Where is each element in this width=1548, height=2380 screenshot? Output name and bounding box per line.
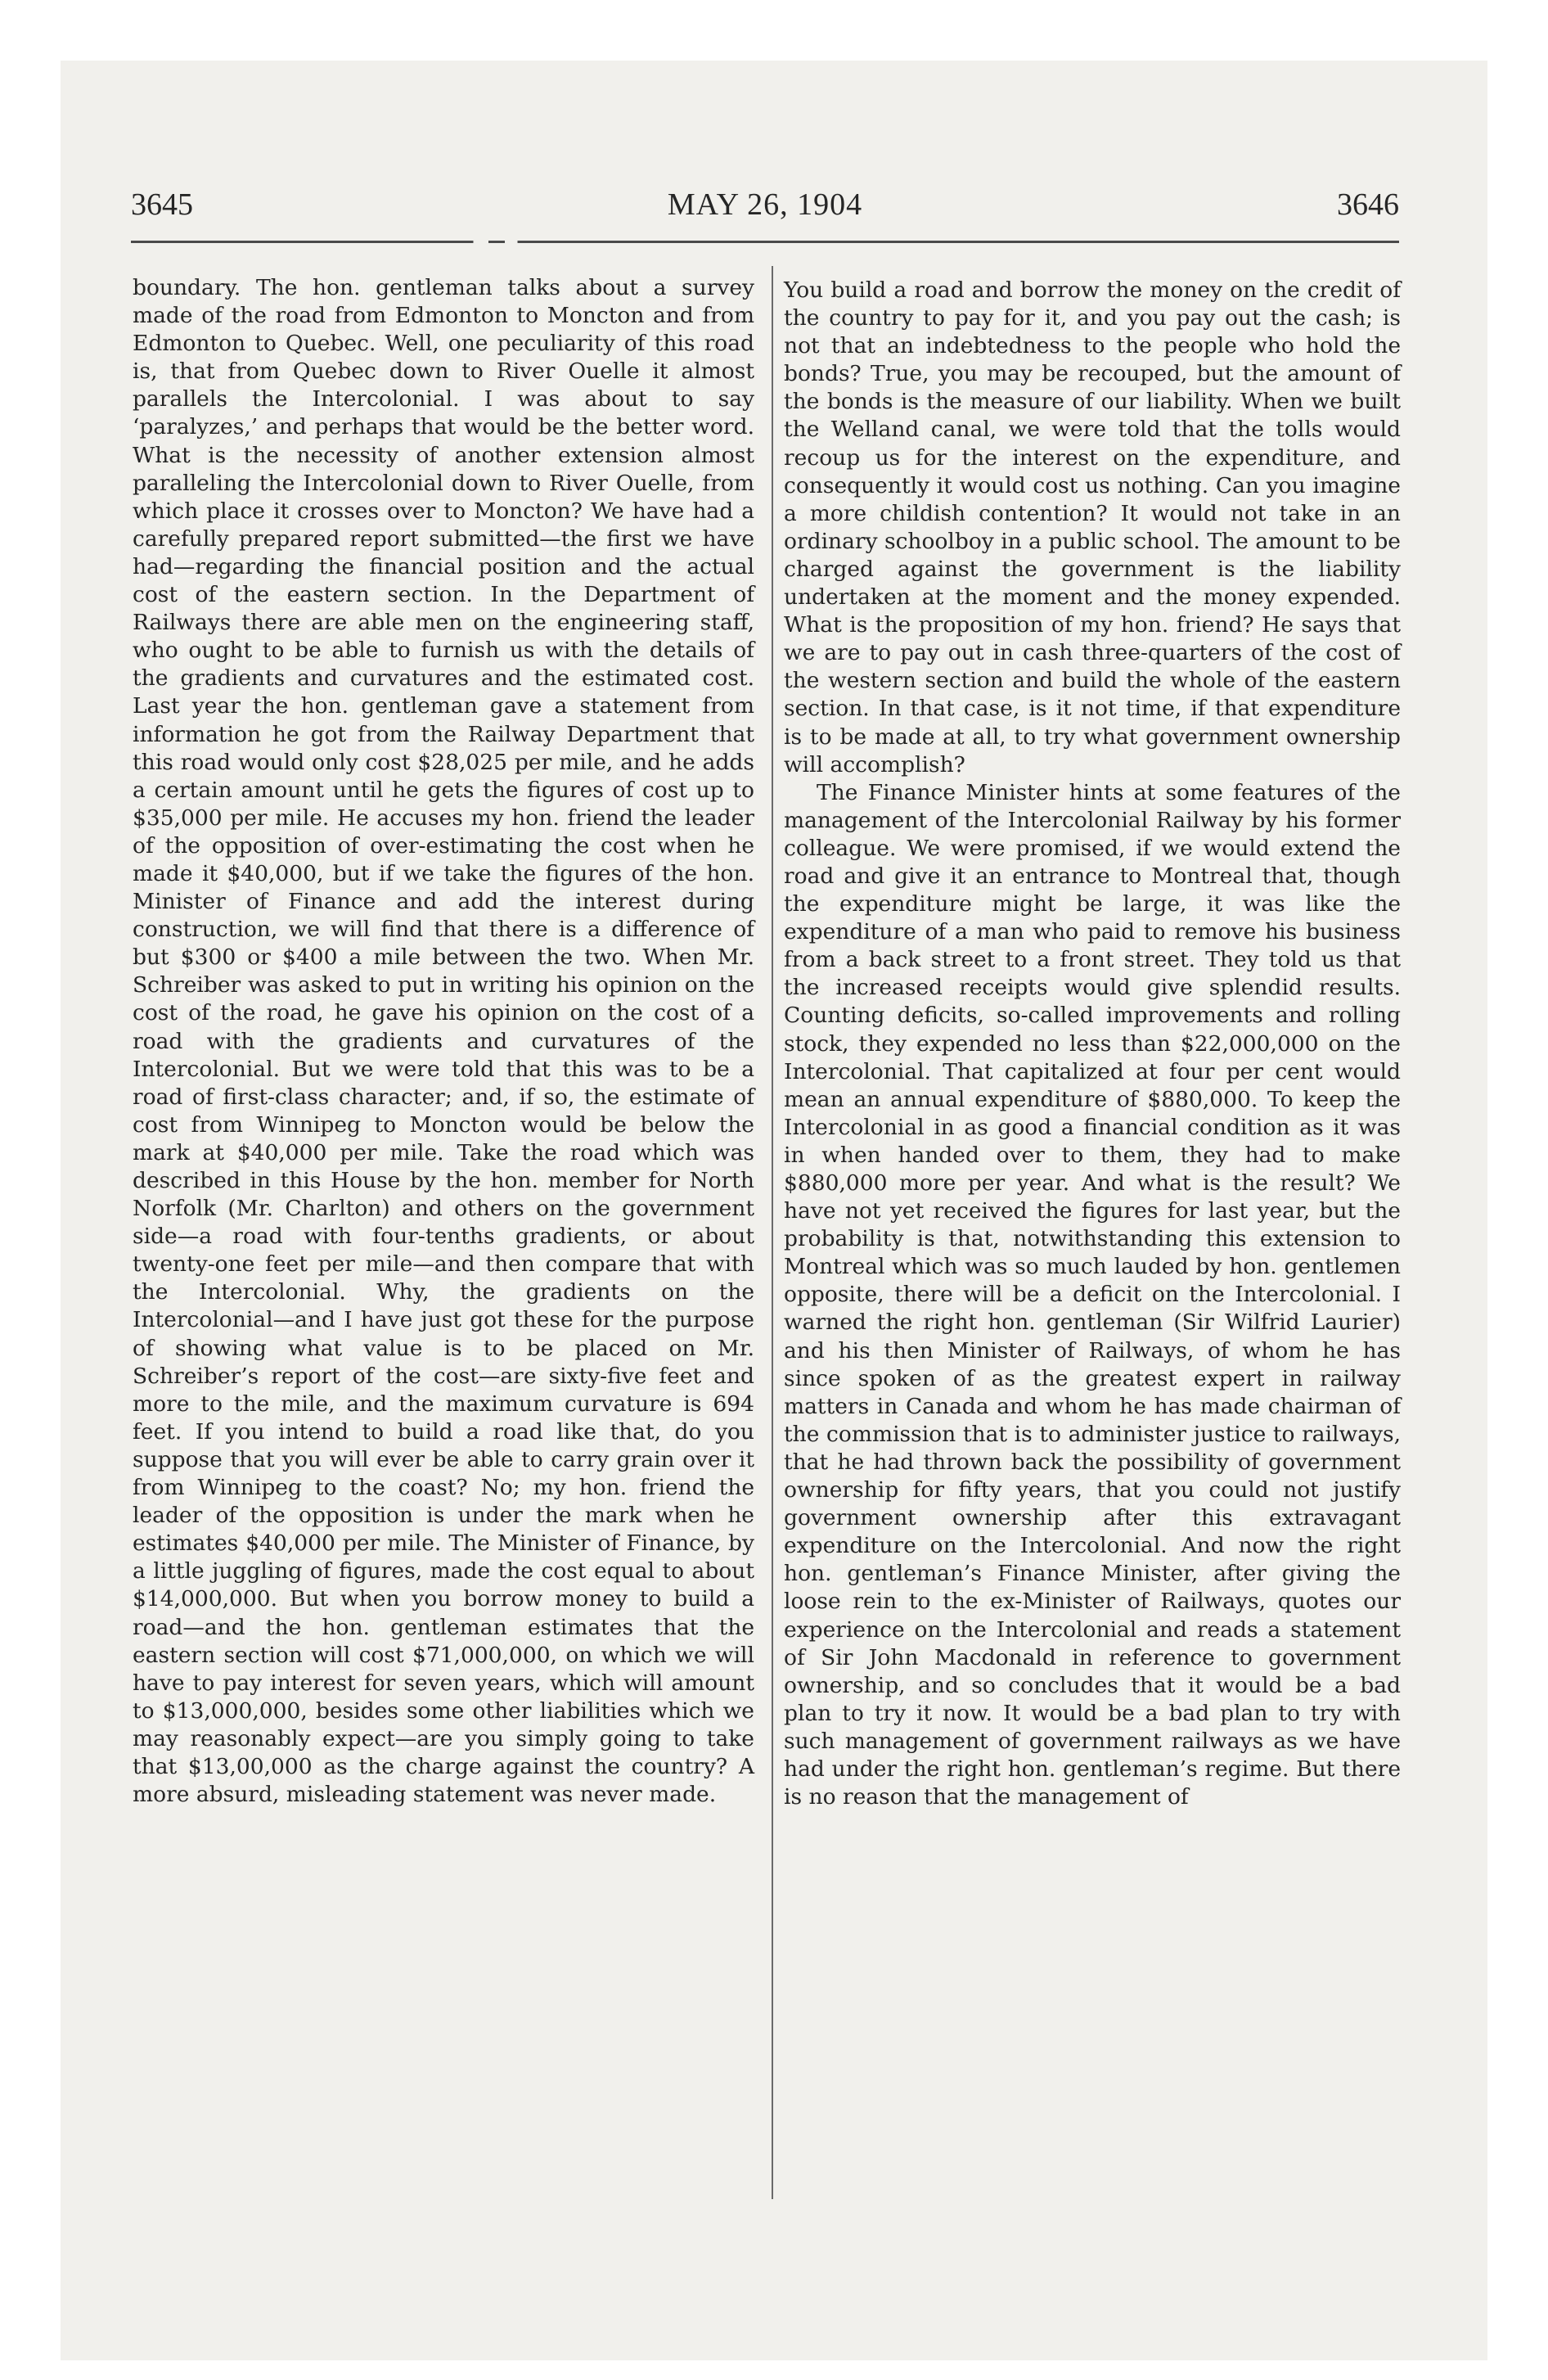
left-page-number: 3645 [131,187,193,222]
right-page-number: 3646 [1337,187,1399,222]
right-paragraph-1: You build a road and borrow the money on the credit of the country to pay for it, and you pay out the cash; is not that an indebtedness to the people who hold the bonds? True, you may be recouped, but the amount of the bonds is the measure of our liability. When we built the Welland canal, we were told that the tolls would recoup us for the interest on the expenditure, and consequently it would cost us nothing. Can you imagine a more childish contention? It would not take in an ordinary schoolboy in a public school. The amount to be charged against the government is the liability undertaken at the moment and the money expended. What is the proposition of my hon. friend? He says that we are to pay out in cash three-quarters of the cost of the western section and build the whole of the eastern section. In that case, is it not time, if that expenditure is to be made at all, to try what government ownership will accomplish? [784,277,1401,778]
header-rule [131,241,1399,243]
page-header [131,187,1399,228]
column-divider [772,266,773,2199]
left-paragraph-1: boundary. The hon. gentleman talks about a survey made of the road from Edmonton to Moncton and from Edmonton to Quebec. Well, one peculiarity of this road is, that from Quebec down to River Ouelle it almost parallels the Intercolonial. I was about to say ‘paralyzes,’ and perhaps that would be the better word. What is the necessity of another extension almost paralleling the Intercolonial down to River Ouelle, from which place it crosses over to Moncton? We have had a carefully prepared report submitted—the first we have had—regarding the financial position and the actual cost of the eastern section. In the Department of Railways there are able men on the engineering staff, who ought to be able to furnish us with the details of the gradients and curvatures and the estimated cost. Last year the hon. gentleman gave a statement from information he got from the Railway Department that this road would only cost $28,025 per mile, and he adds a certain amount until he gets the figures of cost up to $35,000 per mile. He accuses my hon. friend the leader of the opposition of over-estimating the cost when he made it $40,000, but if we take the figures of the hon. Minister of Finance and add the interest during construction, we will find that there is a difference of but $300 or $400 a mile between the two. When Mr. Schreiber was asked to put in writing his opinion on the cost of the road, he gave his opinion on the cost of a road with the gradients and curvatures of the Intercolonial. But we were told that this was to be a road of first-class character; and, if so, the estimate of cost from Winnipeg to Moncton would be below the mark at $40,000 per mile. Take the road which was described in this House by the hon. member for North Norfolk (Mr. Charlton) and others on the government side—a road with four-tenths gradients, or about twenty-one feet per mile—and then compare that with the Intercolonial. Why, the gradients on the Intercolonial—and I have just got these for the purpose of showing what value is to be placed on Mr. Schreiber’s report of the cost—are sixty-five feet and more to the mile, and the maximum curvature is 694 feet. If you intend to build a road like that, do you suppose that you will ever be able to carry grain over it from Winnipeg to the coast? No; my hon. friend the leader of the opposition is under the mark when he estimates $40,000 per mile. The Minister of Finance, by a little juggling of figures, made the cost equal to about $14,000,000. But when you borrow money to build a road—and the hon. gentleman estimates that the eastern section will cost $71,000,000, on which we will have to pay interest for seven years, which will amount to $13,000,000, besides some other liabilities which we may reasonably expect—are you simply going to take that $13,00,000 as the charge against the country? A more absurd, misleading statement was never made. [133,275,754,1808]
right-column [784,277,1401,1811]
right-paragraph-2: The Finance Minister hints at some features of the management of the Intercolonial Railway by his former colleague. We were promised, if we would extend the road and give it an entrance to Montreal that, though the expenditure might be large, it was like the expenditure of a man who paid to remove his business from a back street to a front street. They told us that the increased receipts would give splendid results. Counting deficits, so-called improvements and rolling stock, they expended no less than $22,000,000 on the Intercolonial. That capitalized at four per cent would mean an annual expenditure of $880,000. To keep the Intercolonial in as good a financial condition as it was in when handed over to them, they had to make $880,000 more per year. And what is the result? We have not yet received the figures for last year, but the probability is that, notwithstanding this extension to Montreal which was so much lauded by hon. gentlemen opposite, there will be a deficit on the Intercolonial. I warned the right hon. gentleman (Sir Wilfrid Laurier) and his then Minister of Railways, of whom he has since spoken of as the greatest expert in railway matters in Canada and whom he has made chairman of the commission that is to administer justice to railways, that he had thrown back the possibility of government ownership for fifty years, that you could not justify government ownership after this extravagant expenditure on the Intercolonial. And now the right hon. gentleman’s Finance Minister, after giving the loose rein to the ex-Minister of Railways, quotes our experience on the Intercolonial and reads a statement of Sir John Macdonald in reference to government ownership, and so concludes that it would be a bad plan to try it now. It would be a bad plan to try with such management of government railways as we have had under the right hon. gentleman’s regime. But there is no reason that the management of [784,779,1401,1810]
page-date: MAY 26, 1904 [667,187,863,222]
left-column [133,274,754,1809]
